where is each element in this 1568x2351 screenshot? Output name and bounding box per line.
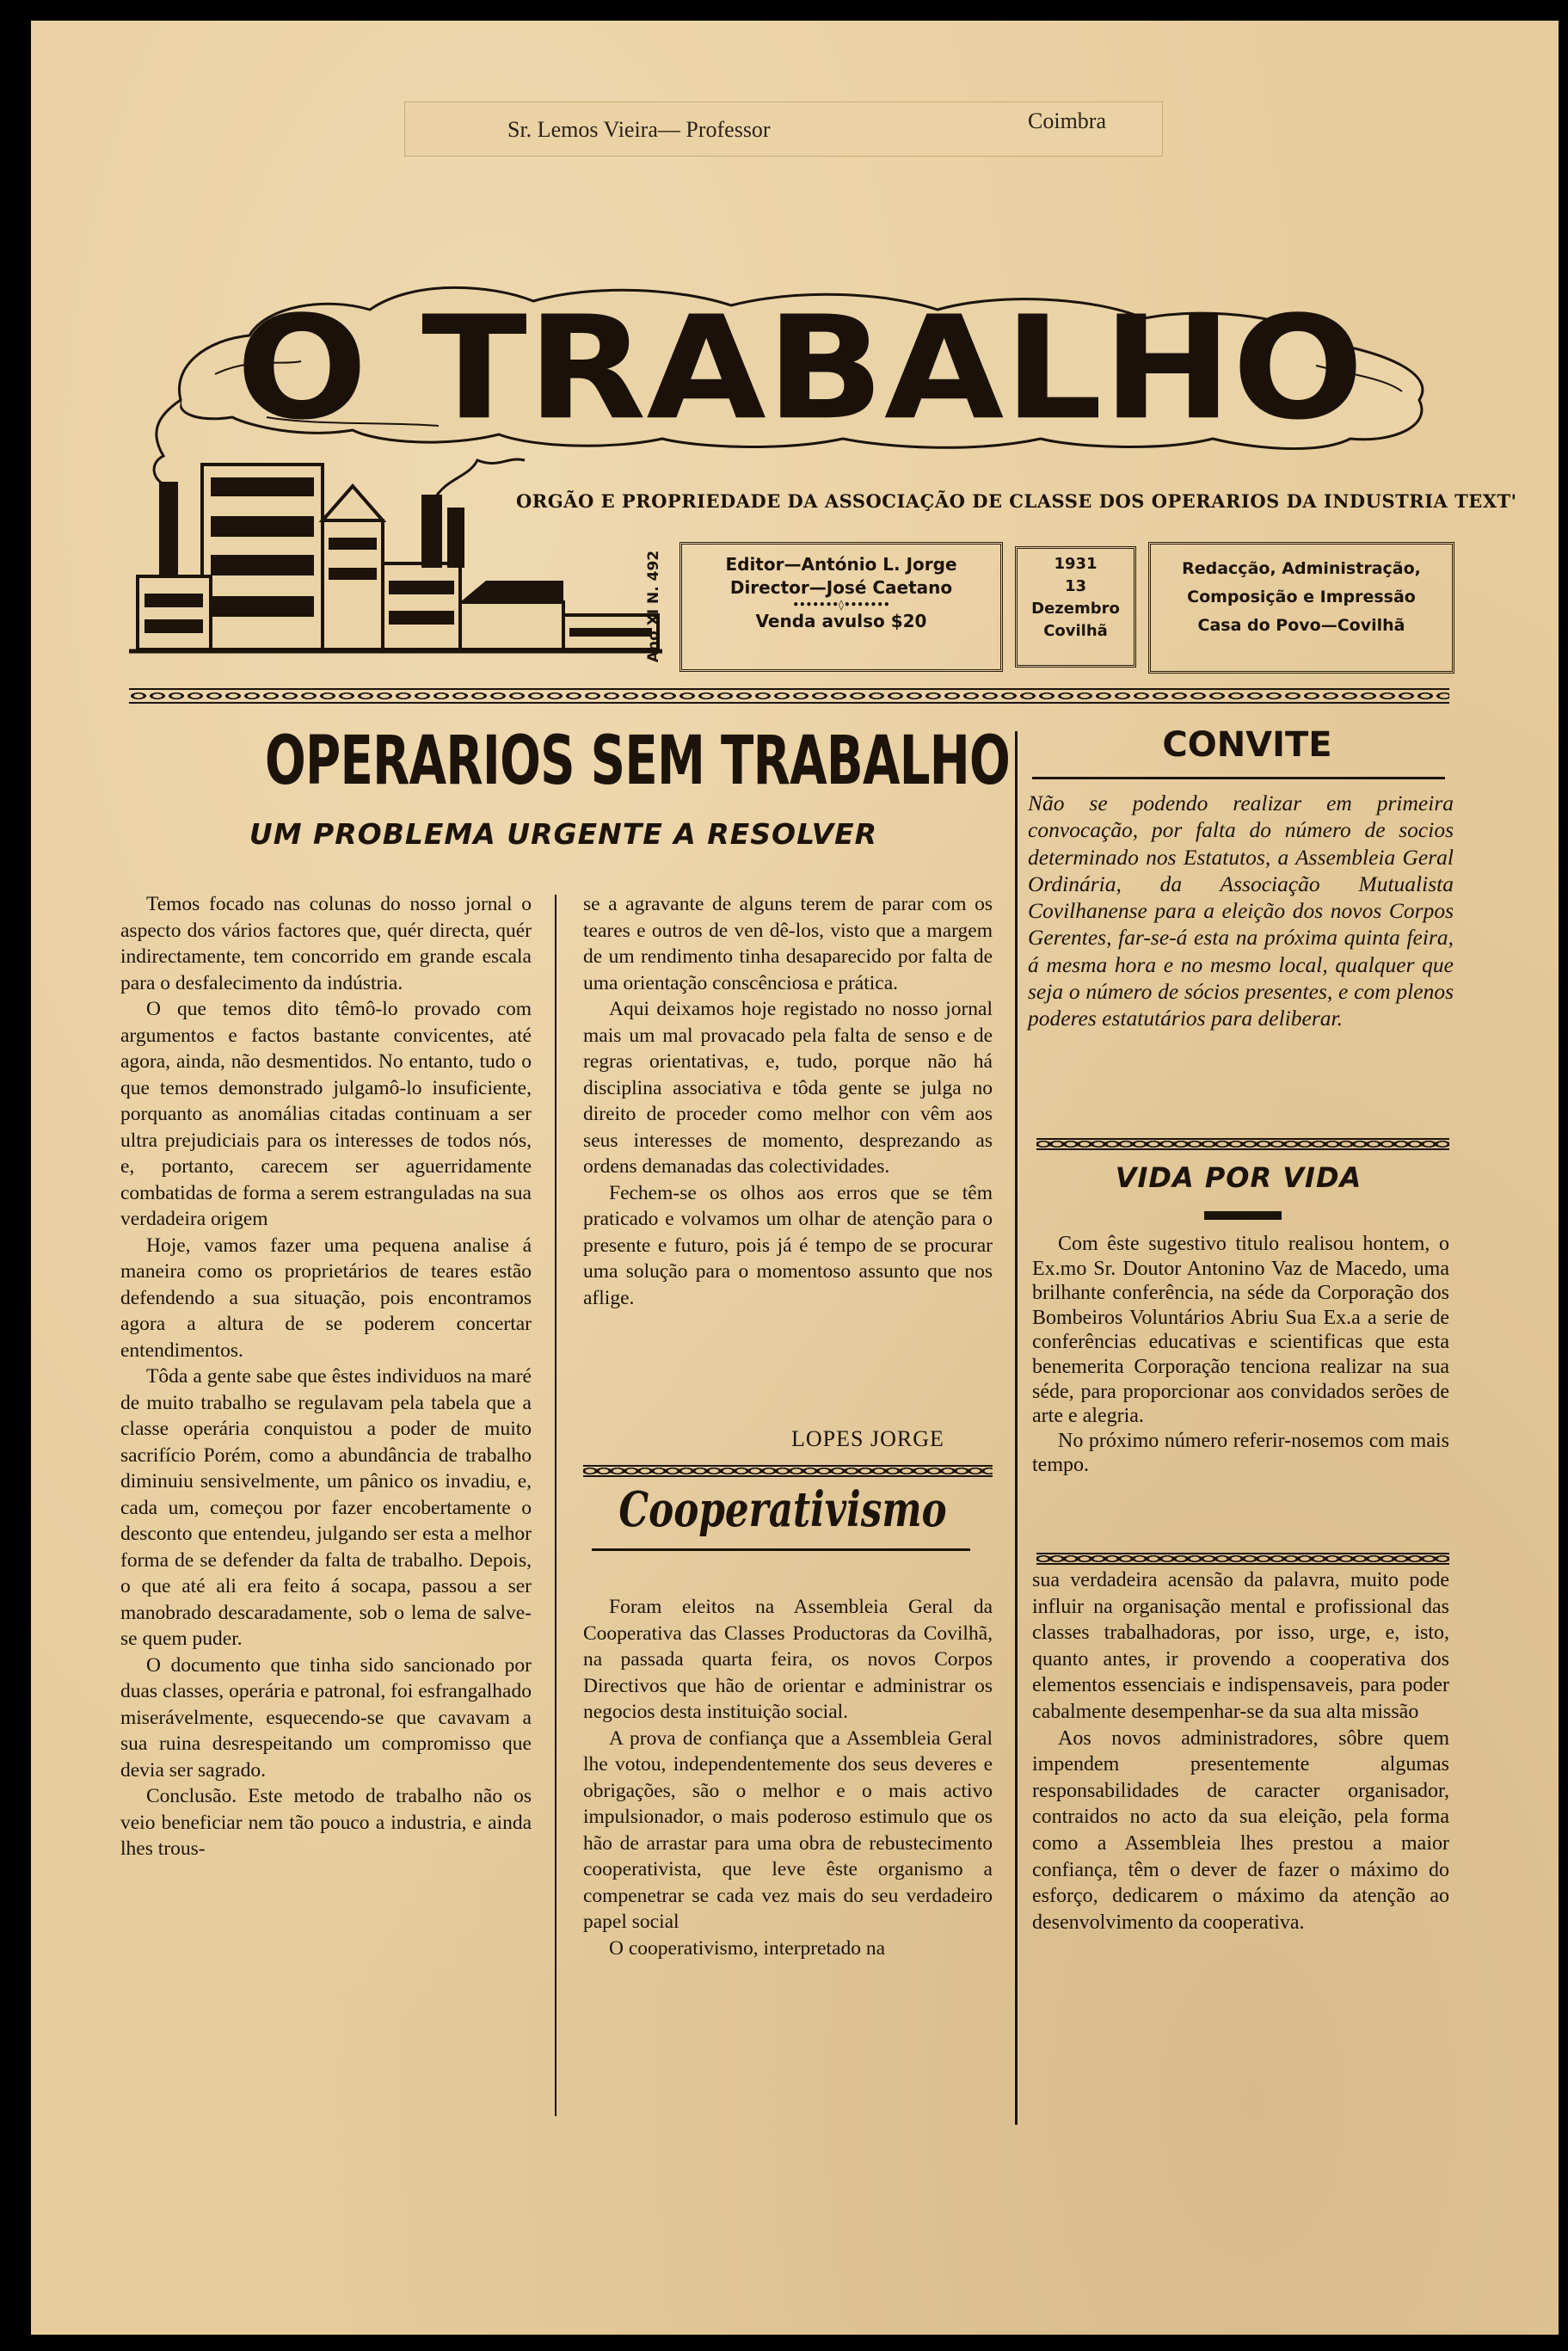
column-rule [1015,731,1018,2125]
masthead-title: O TRABALHO [236,285,1364,452]
recipient-name: Sr. Lemos Vieira— Professor [507,117,771,142]
section-divider [1036,1553,1449,1565]
convite-title: CONVITE [1162,725,1332,765]
admin-line-3: Casa do Povo—Covilhã [1197,616,1405,635]
administration-box [1148,542,1454,674]
price-line: Venda avulso $20 [755,611,927,631]
coop-headline: Cooperativismo [618,1481,947,1538]
recipient-city: Coimbra [1028,108,1106,133]
paragraph: Com êste sugestivo titulo realisou hontem, o Ex.mo Sr. Doutor Antonino Vaz de Macedo, uma brilhante conferência, na séde da Corporação dos Bombeiros Voluntários Abriu Sua Ex.a a serie de conferências educativas e scientificas que esta benemerita Corporação tenciona realizar na sua séde, para proporcionar aos convidados serões de arte e alegria. [1032,1233,1449,1428]
vida-column [1032,1232,1449,1478]
date-year: 1931 [1054,555,1098,573]
lead-column-1 [120,891,532,1862]
section-divider [1036,1138,1449,1150]
date-box [1015,546,1136,668]
lead-headline: OPERARIOS SEM TRABALHO [265,723,1011,800]
lead-signature: LOPES JORGE [791,1426,944,1451]
issue-number: Ano XI N. 492 [645,550,663,663]
masthead-divider [129,688,1449,704]
admin-line-1: Redacção, Administração, [1182,559,1421,578]
paragraph: No próximo número referir-nosemos com mais tempo. [1032,1429,1449,1477]
date-day: 13 [1064,577,1087,595]
paragraph: Conclusão. Este metodo de trabalho não os veio beneficiar nem tão pouco a industria, e ainda lhes trous- [120,1785,532,1860]
editor-box: Editor—António L. Jorge Director—José Caetano •••••••◊••••••• Venda avulso $20 [679,542,1003,672]
paragraph: Fechem-se os olhos aos erros que se têm praticado e volvamos um olhar de atenção para o presente e futuro, pois já é tempo de se procurar uma solução para o momentoso assunto que nos aflige. [583,1181,993,1309]
convite-text: Não se podendo realizar em primeira convocação, por falta do número de socios determinado nos Estatutos, a Assembleia Geral Ordinária, da Associação Mutualista Covilhanense para a eleição dos novos Corpos Gerentes, far-se-á esta na próxima quinta feira, á mesma hora e no mesmo local, qualquer que seja o número de sócios presentes, e com plenos poderes estatutários para deliberar. [1028,791,1454,1031]
paragraph: O documento que tinha sido sancionado por duas classes, operária e patronal, foi esfrangalhado miserávelmente, esquecendo-se que cavavam a sua ruina desrespeitando um compromisso que devia ser sagrado. [120,1653,532,1782]
editor-line: Editor—António L. Jorge [725,554,957,575]
paragraph: Foram eleitos na Assembleia Geral da Cooperativa das Classes Productoras da Covilhã, na passada quarta feira, os novos Corpos Directivos que hão de orientar e administrar os negocios desta instituição social. [583,1596,993,1723]
admin-line-2: Composição e Impressão [1187,588,1416,606]
vida-divider [1204,1211,1282,1220]
paragraph: Aos novos administradores, sôbre quem impendem presentemente algumas responsabilidades de caracter organisador, contraidos no acto da sua eleição, pela forma como a Assembleia lhes prestou a maior confiança, têm o dever de fazer o máximo do esforço, dedicarem o máximo da atenção ao desenvolvimento da cooperativa. [1032,1726,1449,1934]
lead-subheadline: UM PROBLEMA URGENTE A RESOLVER [249,817,878,851]
paragraph: sua verdadeira acensão da palavra, muito pode influir na organisação mental e profissional das classes trabalhadoras, por isso, urge, e, isto, quanto antes, ir provendo a cooperativa dos elementos essenciais e indispensaveis, para poder cabalmente desempenhar-se da sua alta missão [1032,1569,1449,1723]
convite-underline [1032,777,1445,779]
paragraph: se a agravante de alguns terem de parar com os teares e outros de ven dê-los, visto que a margem de um rendimento tinha desaparecido por falta de uma orientação conscênciosa e prática. [583,893,993,994]
paragraph: Aqui deixamos hoje registado no nosso jornal mais um mal provacado pela falta de senso e de regras orientativas, e, tudo, porque não há disciplina associativa e tôda gente se julga no direito de proceder como melhor con vêm aos seus interesses de momento, desprezando as ordens demanadas das colectividades. [583,998,993,1178]
masthead-organ-line: ORGÃO E PROPRIEDADE DA ASSOCIAÇÃO DE CLASSE DOS OPERARIOS DA INDUSTRIA TEXT' [516,490,1517,512]
coop-column-2 [583,1594,993,1961]
paragraph: Hoje, vamos fazer uma pequena analise á maneira como os proprietários de teares estão defendendo a sua situação, pois encontramos agora a altura de se poderem concertar entendimentos. [120,1234,532,1362]
paragraph: Tôda a gente sabe que êstes individuos na maré de muito trabalho se regulavam pela tabela que a classe operária conquistou a poder de muito sacrifício Porém, como a abundância de trabalho diminuiu sensivelmente, um pânico os invadiu, e, cada um, começou por fazer encobertamente o desconto que entendeu, julgando ser esta a melhor forma de se defender da falta de trabalho. Depois, o que até ali era feito á socapa, passou a ser manobrado descaradamente, sob o lema de salve-se quem puder. [120,1365,532,1650]
paragraph: A prova de confiança que a Assembleia Geral lhe votou, independentemente dos seus deveres e obrigações, são o melhor e o mais activo impulsionador, o mais poderoso estimulo que os hão de arrastar para uma obra de rebustecimento cooperativista, que leve êste organismo a compenetrar se cada vez mais do seu verdadeiro papel social [583,1726,993,1933]
coop-column-3 [1032,1567,1449,1936]
date-month: Dezembro [1031,600,1120,618]
lead-column-2 [583,891,993,1311]
section-divider [583,1465,993,1477]
paragraph: O que temos dito têmô-lo provado com argumentos e factos bastante convicentes, até agora, ainda, não desmentidos. No entanto, tudo o que temos demonstrado julgamô-lo insuficiente, porquanto as anomálias citadas continuam a ser ultra prejudiciais para os interesses de todos nós, e, portanto, carecem ser aguerridamente combatidas de forma a serem estranguladas na sua verdadeira origem [120,998,532,1230]
vida-title: VIDA POR VIDA [1115,1161,1362,1194]
coop-underline [592,1548,970,1551]
date-place: Covilhã [1043,622,1108,640]
director-line: Director—José Caetano [729,577,953,598]
paragraph: O cooperativismo, interpretado na [609,1936,886,1960]
paragraph: Temos focado nas colunas do nosso jornal o aspecto dos vários factores que, quér directa, quér indirectamente, tem concorrido em grande escala para o desfalecimento da indústria. [120,893,532,994]
column-rule [555,895,556,2116]
